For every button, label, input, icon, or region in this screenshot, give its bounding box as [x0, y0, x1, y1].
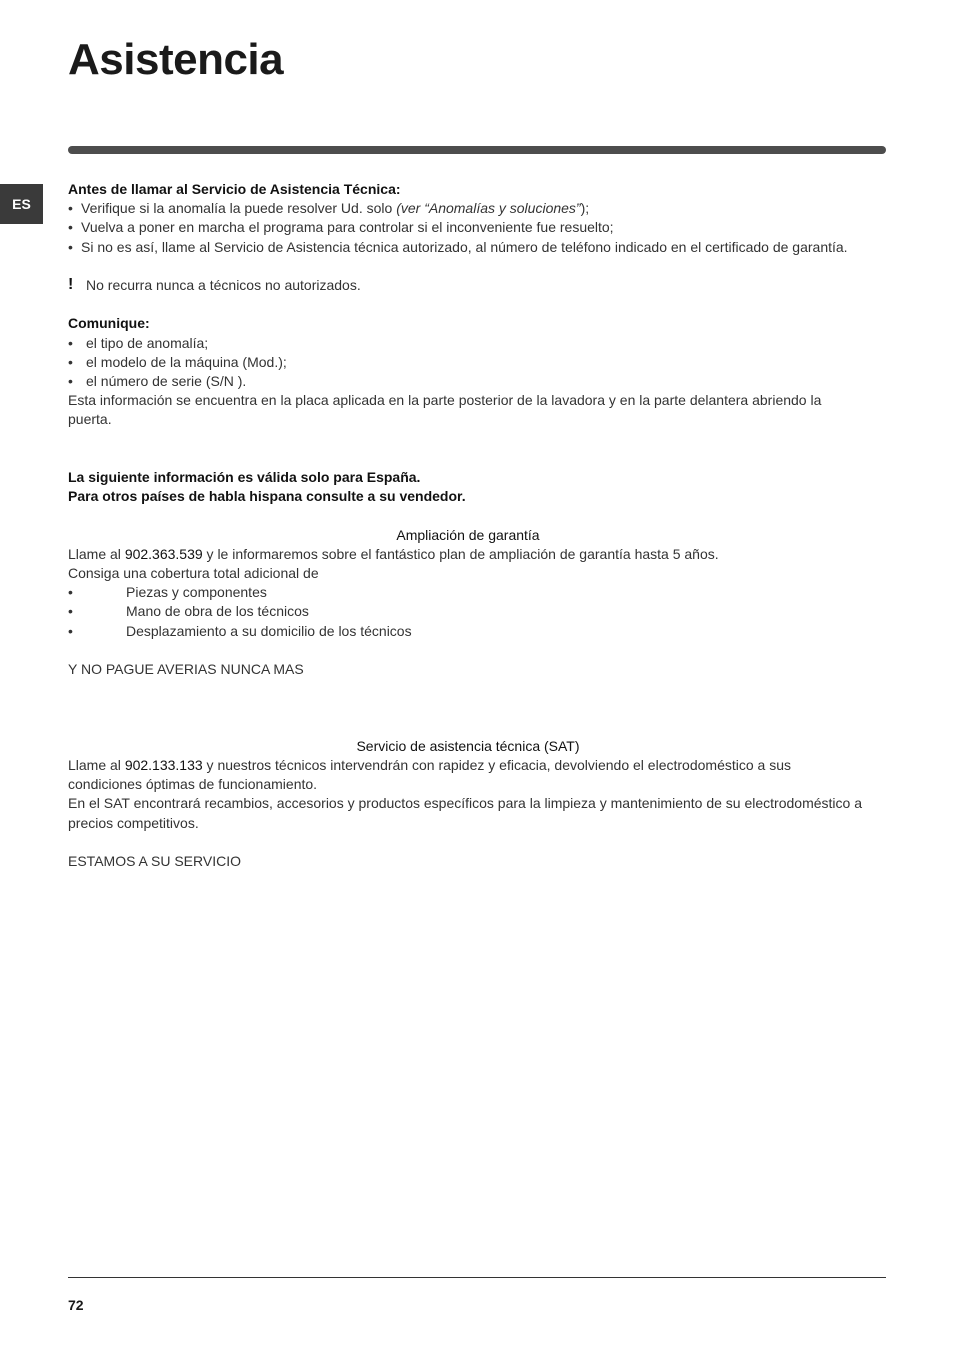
language-tab: ES [0, 184, 43, 224]
bullet-icon: • [68, 238, 73, 255]
before-call-item-1: • Verifique si la anomalía la puede resolver Ud. solo (ver “Anomalías y soluciones”); [68, 199, 868, 218]
before-call-item-3: • Si no es así, llame al Servicio de Asistencia técnica autorizado, al número de teléfono indicado en el certificado de garantía. [68, 238, 868, 257]
communicate-note: Esta información se encuentra en la placa aplicada en la parte posterior de la lavadora y en la parte delantera abriendo la puerta. [68, 392, 822, 428]
bullet-icon: • [68, 584, 73, 601]
sat-heading: Servicio de asistencia técnica (SAT) [356, 737, 580, 754]
communicate-item: • el modelo de la máquina (Mod.); [68, 353, 868, 372]
warranty-item: • Desplazamiento a su domicilio de los técnicos [68, 622, 868, 641]
bullet-icon: • [68, 200, 73, 217]
footer-divider [68, 1277, 886, 1278]
bullet-icon: • [68, 603, 73, 620]
title-divider [68, 146, 886, 154]
page-title: Asistencia [68, 35, 284, 84]
exclamation-icon: ! [68, 276, 74, 293]
warranty-phone-number: 902.363.539 [124, 545, 203, 562]
page-number: 72 [68, 1297, 84, 1313]
warranty-item: • Mano de obra de los técnicos [68, 602, 868, 621]
warning-note: ! No recurra nunca a técnicos no autorizados. [68, 276, 361, 293]
bullet-icon: • [68, 219, 73, 236]
before-call-item-2: • Vuelva a poner en marcha el programa para controlar si el inconveniente fue resuelto; [68, 218, 868, 237]
communicate-item: • el tipo de anomalía; [68, 334, 868, 353]
sat-parts-line: En el SAT encontrará recambios, accesorios y productos específicos para la limpieza y mantenimiento de su electrodoméstico a precios competitivos. [68, 795, 862, 831]
bullet-icon: • [68, 334, 73, 351]
bullet-icon: • [68, 373, 73, 389]
before-call-heading: Antes de llamar al Servicio de Asistencia Técnica: [68, 181, 401, 197]
communicate-item: • el número de serie (S/N ). [68, 372, 868, 391]
main-content [68, 180, 868, 871]
sat-call-line: Llame al 902.133.133 y nuestros técnicos intervendrán con rapidez y eficacia, devolviendo el electrodoméstico a sus condiciones óptimas de funcionamiento. [68, 757, 791, 793]
bullet-icon: • [68, 622, 73, 639]
sat-slogan: ESTAMOS A SU SERVICIO [68, 853, 241, 869]
bullet-icon: • [68, 353, 73, 370]
spain-notice-line-1: La siguiente información es válida solo para España. [68, 469, 421, 485]
warranty-heading: Ampliación de garantía [396, 526, 540, 543]
warranty-call-line: Llame al 902.363.539 y le informaremos sobre el fantástico plan de ampliación de garantía hasta 5 años. [68, 545, 719, 562]
spain-notice-line-2: Para otros países de habla hispana consulte a su vendedor. [68, 488, 466, 505]
warranty-item: • Piezas y componentes [68, 583, 868, 602]
communicate-heading: Comunique: [68, 315, 150, 332]
warranty-slogan: Y NO PAGUE AVERIAS NUNCA MAS [68, 661, 304, 677]
sat-phone-number: 902.133.133 [124, 757, 203, 773]
warranty-coverage-intro: Consiga una cobertura total adicional de [68, 565, 319, 581]
